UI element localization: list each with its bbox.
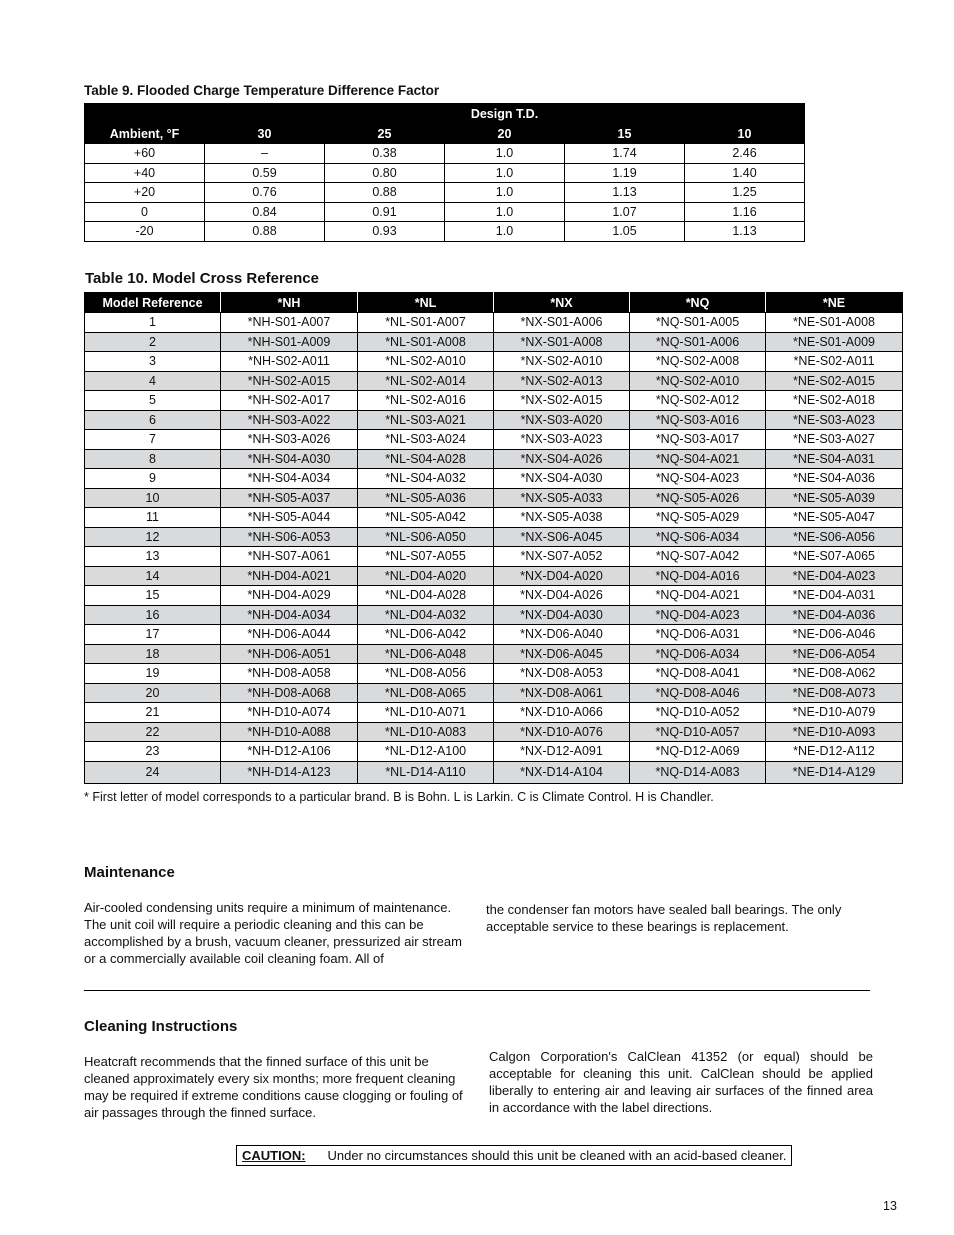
table-cell: *NH-S07-A061 bbox=[221, 547, 358, 567]
table10-caption: Table 10. Model Cross Reference bbox=[85, 270, 319, 287]
table-cell: 0.88 bbox=[325, 183, 445, 203]
table10-column-header: *NH bbox=[221, 293, 358, 313]
table-row bbox=[85, 183, 805, 203]
table-cell: *NE-D04-A031 bbox=[766, 586, 903, 606]
table-cell: *NE-D14-A129 bbox=[766, 761, 903, 783]
table-cell: 11 bbox=[85, 508, 221, 528]
table-cell: *NE-D06-A046 bbox=[766, 625, 903, 645]
table-cell: *NL-S03-A021 bbox=[358, 410, 494, 430]
table-cell: *NE-S04-A031 bbox=[766, 449, 903, 469]
table-cell: *NQ-S03-A016 bbox=[630, 410, 766, 430]
section-divider bbox=[84, 990, 870, 991]
table-cell: *NH-D04-A029 bbox=[221, 586, 358, 606]
table-cell: *NH-S02-A011 bbox=[221, 352, 358, 372]
table-cell: *NH-S04-A034 bbox=[221, 469, 358, 489]
table-row bbox=[85, 163, 805, 183]
table-cell: 13 bbox=[85, 547, 221, 567]
table-cell: *NH-D12-A106 bbox=[221, 742, 358, 762]
table-cell: *NH-D10-A074 bbox=[221, 703, 358, 723]
table-cell: *NX-D08-A053 bbox=[494, 664, 630, 684]
table10-column-header: *NQ bbox=[630, 293, 766, 313]
table-cell: 23 bbox=[85, 742, 221, 762]
table-cell: +60 bbox=[85, 144, 205, 164]
maintenance-paragraph-left: Air-cooled condensing units require a minimum of maintenance. The unit coil will require a periodic cleaning and this can be accomplished by a brush, vacuum cleaner, pressurized air stream or a commercially available coil cleaning foam. All of bbox=[84, 900, 462, 966]
table-cell: *NQ-D10-A057 bbox=[630, 722, 766, 742]
table-row bbox=[85, 430, 903, 450]
table-row bbox=[85, 469, 903, 489]
table-cell: 10 bbox=[85, 488, 221, 508]
table-cell: *NH-D06-A044 bbox=[221, 625, 358, 645]
table-cell: *NH-S03-A026 bbox=[221, 430, 358, 450]
table-cell: 19 bbox=[85, 664, 221, 684]
table-cell: 0.80 bbox=[325, 163, 445, 183]
table-cell: *NQ-D04-A023 bbox=[630, 605, 766, 625]
table-cell: 3 bbox=[85, 352, 221, 372]
table-cell: *NL-D10-A083 bbox=[358, 722, 494, 742]
table-cell: 17 bbox=[85, 625, 221, 645]
table-row bbox=[85, 352, 903, 372]
table-row bbox=[85, 722, 903, 742]
caution-label: CAUTION: bbox=[242, 1148, 306, 1163]
table-cell: *NE-D10-A093 bbox=[766, 722, 903, 742]
table10-footnote: * First letter of model corresponds to a particular brand. B is Bohn. L is Larkin. C is Climate Control. H is Chandler. bbox=[84, 790, 714, 804]
table-cell: 2.46 bbox=[685, 144, 805, 164]
table-cell: 16 bbox=[85, 605, 221, 625]
table-cell: *NE-S05-A039 bbox=[766, 488, 903, 508]
table-cell: *NE-D06-A054 bbox=[766, 644, 903, 664]
table-cell: *NX-S01-A008 bbox=[494, 332, 630, 352]
table-cell: *NH-D14-A123 bbox=[221, 761, 358, 783]
table-cell: *NH-S02-A015 bbox=[221, 371, 358, 391]
table-cell: *NX-D06-A040 bbox=[494, 625, 630, 645]
table-cell: *NX-S04-A026 bbox=[494, 449, 630, 469]
table-cell: 1.13 bbox=[685, 222, 805, 242]
table-cell: *NE-S02-A011 bbox=[766, 352, 903, 372]
maintenance-heading: Maintenance bbox=[84, 864, 175, 881]
table-row bbox=[85, 664, 903, 684]
table-cell: *NL-S02-A016 bbox=[358, 391, 494, 411]
table-cell: *NQ-D06-A034 bbox=[630, 644, 766, 664]
table10-column-header: *NE bbox=[766, 293, 903, 313]
table-cell: 9 bbox=[85, 469, 221, 489]
table-cell: *NL-S05-A036 bbox=[358, 488, 494, 508]
table-cell: *NH-S05-A037 bbox=[221, 488, 358, 508]
table9-column-header: 20 bbox=[445, 124, 565, 144]
table-cell: *NE-D10-A079 bbox=[766, 703, 903, 723]
table-cell: 1.40 bbox=[685, 163, 805, 183]
table-cell: 1.13 bbox=[565, 183, 685, 203]
table9-column-header: 10 bbox=[685, 124, 805, 144]
table-cell: 1.74 bbox=[565, 144, 685, 164]
table-cell: *NQ-S02-A010 bbox=[630, 371, 766, 391]
table9 bbox=[84, 103, 805, 242]
table-cell: *NX-S05-A033 bbox=[494, 488, 630, 508]
table-row bbox=[85, 644, 903, 664]
table9-row-header: Ambient, °F bbox=[85, 104, 205, 144]
cleaning-paragraph-left: Heatcraft recommends that the finned surface of this unit be cleaned approximately every six months; more frequent cleaning may be required if extreme conditions cause clogging or fouling of air passages through the finned surface. bbox=[84, 1054, 463, 1120]
cleaning-paragraph-right: Calgon Corporation's CalClean 41352 (or equal) should be acceptable for cleaning this unit. CalClean should be applied liberally to entering air and leaving air surfaces of the finned area in accordance with the label directions. bbox=[489, 1049, 873, 1115]
table-cell: *NX-D10-A076 bbox=[494, 722, 630, 742]
table-cell: *NQ-D06-A031 bbox=[630, 625, 766, 645]
table-cell: *NE-S04-A036 bbox=[766, 469, 903, 489]
table-cell: *NX-S04-A030 bbox=[494, 469, 630, 489]
table-cell: 4 bbox=[85, 371, 221, 391]
table-cell: 0.88 bbox=[205, 222, 325, 242]
table-cell: *NL-D06-A042 bbox=[358, 625, 494, 645]
maintenance-paragraph-right: the condenser fan motors have sealed ball bearings. The only acceptable service to these bearings is replacement. bbox=[486, 902, 842, 934]
table-cell: 21 bbox=[85, 703, 221, 723]
table-cell: 1.0 bbox=[445, 163, 565, 183]
table-cell: *NX-S01-A006 bbox=[494, 313, 630, 333]
table-row bbox=[85, 605, 903, 625]
table-row bbox=[85, 625, 903, 645]
caution-text: Under no circumstances should this unit be cleaned with an acid-based cleaner. bbox=[327, 1148, 787, 1163]
table-row bbox=[85, 742, 903, 762]
table-row bbox=[85, 371, 903, 391]
table-cell: *NQ-D08-A041 bbox=[630, 664, 766, 684]
table-cell: 1.25 bbox=[685, 183, 805, 203]
table-cell: *NH-D08-A068 bbox=[221, 683, 358, 703]
table-cell: 18 bbox=[85, 644, 221, 664]
table-cell: *NX-S05-A038 bbox=[494, 508, 630, 528]
table-cell: 1.16 bbox=[685, 202, 805, 222]
table-cell: *NQ-S02-A012 bbox=[630, 391, 766, 411]
table-cell: 0.93 bbox=[325, 222, 445, 242]
table-cell: 1.0 bbox=[445, 144, 565, 164]
table-cell: *NQ-S04-A021 bbox=[630, 449, 766, 469]
table-cell: *NL-S02-A014 bbox=[358, 371, 494, 391]
table-cell: *NE-D04-A023 bbox=[766, 566, 903, 586]
table-cell: *NH-S04-A030 bbox=[221, 449, 358, 469]
table-cell: *NL-D10-A071 bbox=[358, 703, 494, 723]
table-row bbox=[85, 683, 903, 703]
table-cell: 1.0 bbox=[445, 183, 565, 203]
table-cell: *NE-S03-A027 bbox=[766, 430, 903, 450]
table-cell: *NL-D04-A032 bbox=[358, 605, 494, 625]
table-cell: *NH-S05-A044 bbox=[221, 508, 358, 528]
table-cell: *NL-S06-A050 bbox=[358, 527, 494, 547]
table-cell: 1.0 bbox=[445, 202, 565, 222]
table-cell: *NL-S04-A028 bbox=[358, 449, 494, 469]
table-cell: 1 bbox=[85, 313, 221, 333]
table-cell: *NQ-S05-A029 bbox=[630, 508, 766, 528]
table-cell: *NQ-D12-A069 bbox=[630, 742, 766, 762]
table-cell: *NH-D04-A021 bbox=[221, 566, 358, 586]
table-cell: *NQ-S05-A026 bbox=[630, 488, 766, 508]
table-cell: *NQ-D14-A083 bbox=[630, 761, 766, 783]
table-cell: *NX-S03-A023 bbox=[494, 430, 630, 450]
table10 bbox=[84, 292, 903, 784]
table9-group-header: Design T.D. bbox=[205, 104, 805, 124]
table-cell: *NX-D10-A066 bbox=[494, 703, 630, 723]
table-cell: *NH-D06-A051 bbox=[221, 644, 358, 664]
table-row bbox=[85, 566, 903, 586]
table-cell: *NX-D04-A026 bbox=[494, 586, 630, 606]
table10-column-header: *NX bbox=[494, 293, 630, 313]
table9-column-header: 30 bbox=[205, 124, 325, 144]
table-cell: 0 bbox=[85, 202, 205, 222]
table-row bbox=[85, 547, 903, 567]
table-row bbox=[85, 449, 903, 469]
table-row bbox=[85, 586, 903, 606]
table-cell: 0.59 bbox=[205, 163, 325, 183]
table-cell: 12 bbox=[85, 527, 221, 547]
table-cell: *NX-S02-A010 bbox=[494, 352, 630, 372]
table-cell: *NQ-S01-A005 bbox=[630, 313, 766, 333]
table-cell: *NE-S01-A009 bbox=[766, 332, 903, 352]
table-cell: *NL-S02-A010 bbox=[358, 352, 494, 372]
table-row bbox=[85, 313, 903, 333]
table-cell: *NH-S03-A022 bbox=[221, 410, 358, 430]
table-cell: *NH-S02-A017 bbox=[221, 391, 358, 411]
table-cell: *NE-S05-A047 bbox=[766, 508, 903, 528]
table-cell: *NQ-S06-A034 bbox=[630, 527, 766, 547]
table-cell: *NQ-S03-A017 bbox=[630, 430, 766, 450]
table-cell: 1.0 bbox=[445, 222, 565, 242]
table-cell: *NQ-S01-A006 bbox=[630, 332, 766, 352]
table-cell: *NX-S06-A045 bbox=[494, 527, 630, 547]
table-cell: *NX-S03-A020 bbox=[494, 410, 630, 430]
table-cell: *NX-S02-A013 bbox=[494, 371, 630, 391]
table-cell: 0.38 bbox=[325, 144, 445, 164]
table10-column-header: Model Reference bbox=[85, 293, 221, 313]
table-cell: 1.05 bbox=[565, 222, 685, 242]
table-cell: *NL-D14-A110 bbox=[358, 761, 494, 783]
table-cell: *NL-D04-A028 bbox=[358, 586, 494, 606]
table-cell: 20 bbox=[85, 683, 221, 703]
table-cell: *NE-S02-A015 bbox=[766, 371, 903, 391]
table-cell: 2 bbox=[85, 332, 221, 352]
table-cell: *NH-S01-A009 bbox=[221, 332, 358, 352]
table-cell: *NH-S01-A007 bbox=[221, 313, 358, 333]
table-cell: *NX-D06-A045 bbox=[494, 644, 630, 664]
table-row bbox=[85, 508, 903, 528]
table-cell: *NE-S02-A018 bbox=[766, 391, 903, 411]
table-cell: *NX-D12-A091 bbox=[494, 742, 630, 762]
table-cell: *NX-D14-A104 bbox=[494, 761, 630, 783]
table-cell: *NX-D04-A020 bbox=[494, 566, 630, 586]
table-cell: +40 bbox=[85, 163, 205, 183]
table-cell: 5 bbox=[85, 391, 221, 411]
table9-caption: Table 9. Flooded Charge Temperature Difference Factor bbox=[84, 83, 440, 98]
table-cell: *NQ-S07-A042 bbox=[630, 547, 766, 567]
table-cell: *NL-D04-A020 bbox=[358, 566, 494, 586]
table-cell: *NE-D04-A036 bbox=[766, 605, 903, 625]
table-row bbox=[85, 527, 903, 547]
table-cell: 6 bbox=[85, 410, 221, 430]
table9-column-header: 15 bbox=[565, 124, 685, 144]
caution-box bbox=[236, 1145, 792, 1166]
table-cell: 0.76 bbox=[205, 183, 325, 203]
table-cell: 8 bbox=[85, 449, 221, 469]
table-cell: *NH-D10-A088 bbox=[221, 722, 358, 742]
table-cell: 0.91 bbox=[325, 202, 445, 222]
table-cell: *NL-D12-A100 bbox=[358, 742, 494, 762]
table-cell: *NH-S06-A053 bbox=[221, 527, 358, 547]
table-cell: *NE-S07-A065 bbox=[766, 547, 903, 567]
table-cell: *NQ-D04-A016 bbox=[630, 566, 766, 586]
table-cell: *NL-S04-A032 bbox=[358, 469, 494, 489]
table9-column-header: 25 bbox=[325, 124, 445, 144]
page-number: 13 bbox=[883, 1199, 897, 1213]
table-cell: *NX-S02-A015 bbox=[494, 391, 630, 411]
table-row bbox=[85, 761, 903, 783]
table-row bbox=[85, 703, 903, 723]
table-cell: 24 bbox=[85, 761, 221, 783]
table-cell: *NX-S07-A052 bbox=[494, 547, 630, 567]
table-cell: 15 bbox=[85, 586, 221, 606]
cleaning-heading: Cleaning Instructions bbox=[84, 1018, 238, 1035]
table-cell: 0.84 bbox=[205, 202, 325, 222]
table-cell: 14 bbox=[85, 566, 221, 586]
table-cell: *NX-D08-A061 bbox=[494, 683, 630, 703]
table-cell: 1.07 bbox=[565, 202, 685, 222]
table-row bbox=[85, 332, 903, 352]
table-cell: 7 bbox=[85, 430, 221, 450]
table-cell: *NL-D08-A065 bbox=[358, 683, 494, 703]
table-cell: *NL-S05-A042 bbox=[358, 508, 494, 528]
table-row bbox=[85, 410, 903, 430]
table-cell: *NE-S06-A056 bbox=[766, 527, 903, 547]
table-cell: *NE-D08-A073 bbox=[766, 683, 903, 703]
table-cell: *NQ-D04-A021 bbox=[630, 586, 766, 606]
table-cell: *NE-D08-A062 bbox=[766, 664, 903, 684]
table-row bbox=[85, 488, 903, 508]
table-cell: *NQ-S04-A023 bbox=[630, 469, 766, 489]
table-cell: *NL-S01-A008 bbox=[358, 332, 494, 352]
table-cell: *NQ-S02-A008 bbox=[630, 352, 766, 372]
table-cell: -20 bbox=[85, 222, 205, 242]
table-cell: 22 bbox=[85, 722, 221, 742]
table-cell: *NE-D12-A112 bbox=[766, 742, 903, 762]
table-cell: *NE-S03-A023 bbox=[766, 410, 903, 430]
table-row bbox=[85, 391, 903, 411]
table-cell: *NH-D04-A034 bbox=[221, 605, 358, 625]
table-cell: *NL-S03-A024 bbox=[358, 430, 494, 450]
table-cell: *NQ-D10-A052 bbox=[630, 703, 766, 723]
table-cell: *NL-D08-A056 bbox=[358, 664, 494, 684]
table-cell: +20 bbox=[85, 183, 205, 203]
table-cell: *NE-S01-A008 bbox=[766, 313, 903, 333]
table-cell: *NX-D04-A030 bbox=[494, 605, 630, 625]
table-row bbox=[85, 222, 805, 242]
table10-column-header: *NL bbox=[358, 293, 494, 313]
table-cell: *NL-S07-A055 bbox=[358, 547, 494, 567]
table-cell: *NQ-D08-A046 bbox=[630, 683, 766, 703]
table-cell: *NH-D08-A058 bbox=[221, 664, 358, 684]
table-cell: – bbox=[205, 144, 325, 164]
table-row bbox=[85, 144, 805, 164]
table-cell: 1.19 bbox=[565, 163, 685, 183]
table-cell: *NL-D06-A048 bbox=[358, 644, 494, 664]
table-row bbox=[85, 202, 805, 222]
table-cell: *NL-S01-A007 bbox=[358, 313, 494, 333]
